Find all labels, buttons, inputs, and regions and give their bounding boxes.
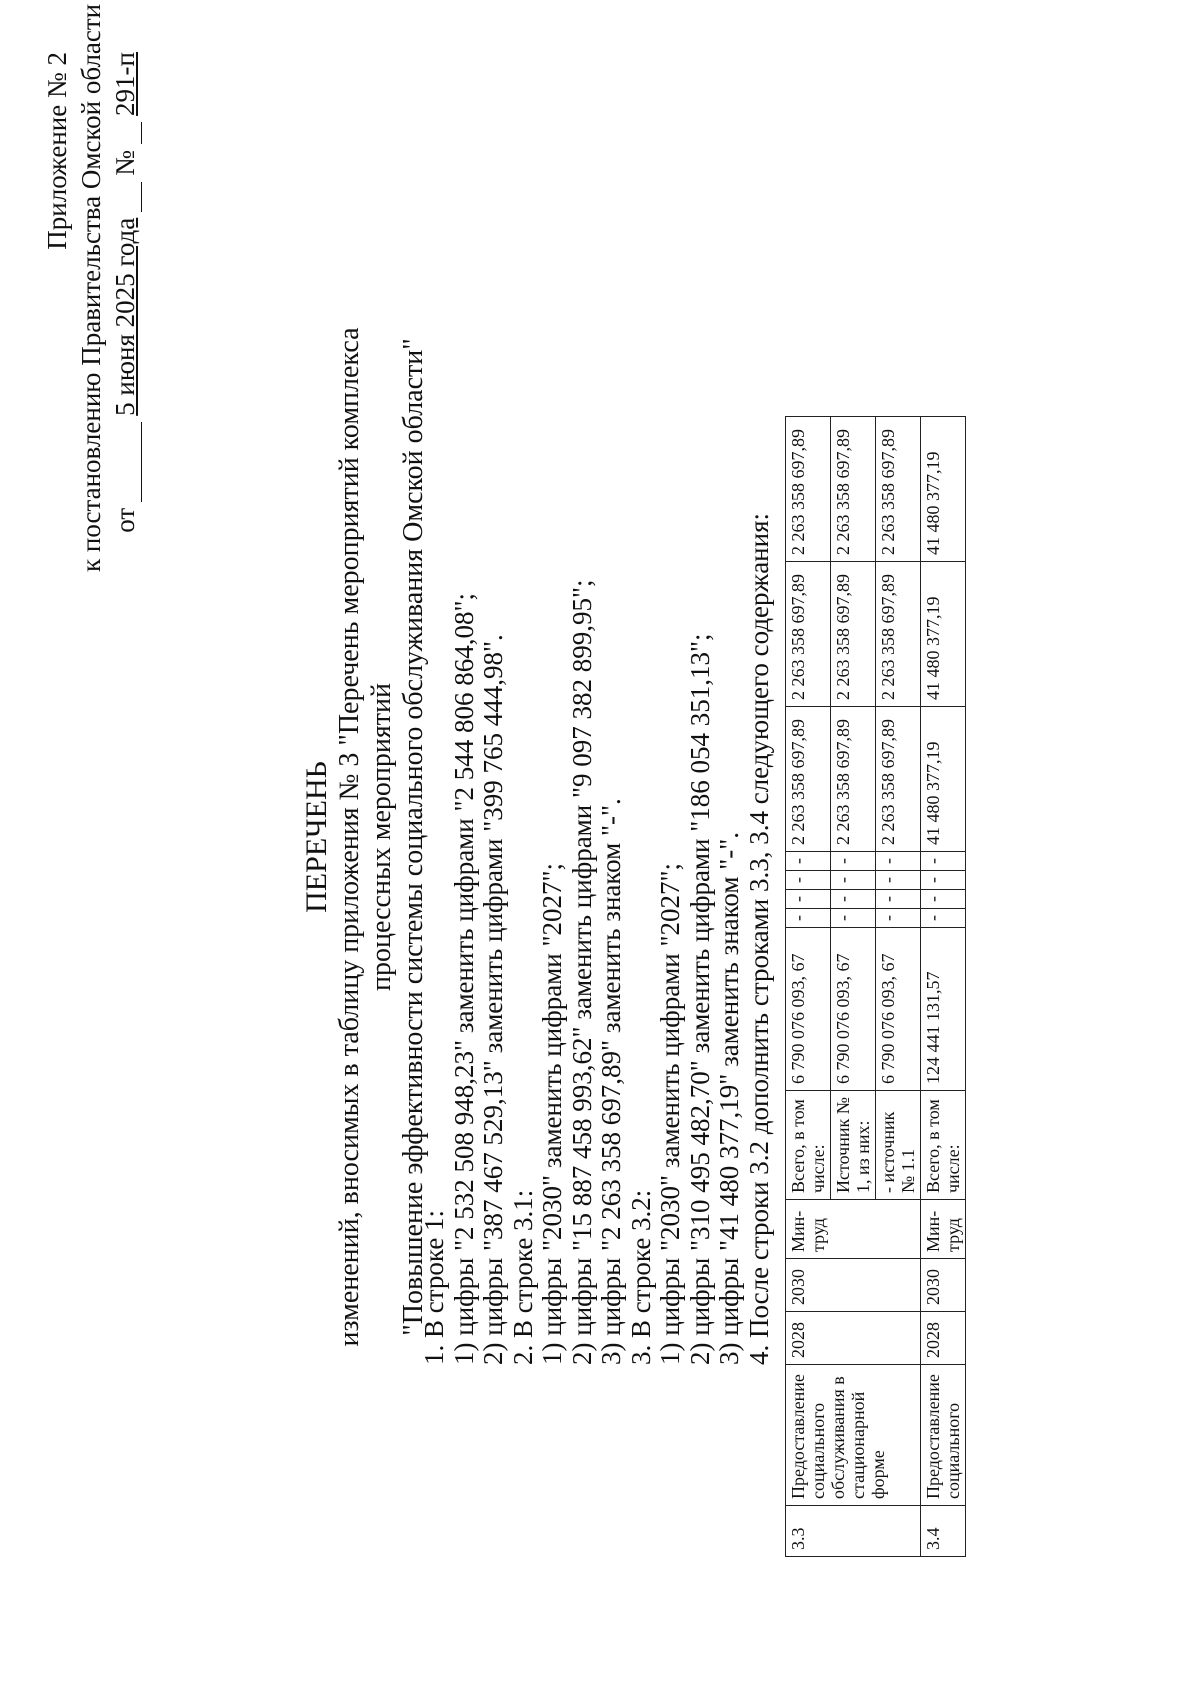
dash-cell: -: [921, 871, 966, 890]
executor: Мин-труд: [786, 1200, 921, 1259]
measure-name: Предоставление социального: [921, 1365, 966, 1506]
start-year: 2028: [786, 1312, 921, 1365]
row-number: 3.3: [786, 1506, 921, 1557]
dash-cell: -: [786, 871, 831, 890]
year-value: 41 480 377,19: [921, 417, 966, 562]
dash-cell: -: [786, 852, 831, 871]
decree-number: 291-п: [110, 52, 140, 116]
start-year: 2028: [921, 1312, 966, 1365]
dash-cell: -: [786, 909, 831, 928]
year-value: 2 263 358 697,89: [876, 707, 921, 852]
end-year: 2030: [786, 1259, 921, 1312]
title-line3: "Повышение эффективности системы социального обслуживания Омской области": [398, 338, 429, 1336]
changes-list: [420, 65, 774, 1365]
title-line2: изменений, вносимых в таблицу приложения № 3 "Перечень мероприятий комплекса процессных мероприятий: [334, 327, 397, 1347]
change-item: 1) цифры "2 532 508 948,23" заменить цифрами "2 544 806 864,08";: [448, 592, 479, 1365]
year-value: 41 480 377,19: [921, 707, 966, 852]
change-item: 3) цифры "41 480 377,19" заменить знаком "-".: [714, 832, 744, 1365]
dash-cell: -: [831, 909, 876, 928]
number-label: №: [110, 149, 140, 176]
total-value: 6 790 076 093, 67: [876, 928, 921, 1091]
funding-source: Источник № 1, из них:: [831, 1091, 876, 1200]
change-item: 3. В строке 3.2:: [625, 1189, 656, 1365]
funding-source: - источник № 1.1: [876, 1091, 921, 1200]
change-item: 2) цифры "387 467 529,13" заменить цифрами "399 765 444,98".: [478, 634, 508, 1365]
from-label: от: [110, 507, 140, 533]
year-value: 2 263 358 697,89: [831, 562, 876, 707]
decree-date: 5 июня 2025 года: [110, 217, 140, 416]
change-item: 4. После строки 3.2 дополнить строками 3.3, 3.4 следующего содержания:: [743, 512, 774, 1365]
appendix-number: Приложение № 2: [42, 52, 72, 250]
dash-cell: -: [831, 871, 876, 890]
change-item: 3) цифры "2 263 358 697,89" заменить знаком "-".: [596, 798, 626, 1365]
year-value: 2 263 358 697,89: [876, 562, 921, 707]
dash-cell: -: [921, 890, 966, 909]
change-item: 1) цифры "2030" заменить цифрами "2027";: [537, 862, 567, 1365]
dash-cell: -: [876, 890, 921, 909]
year-value: 41 480 377,19: [921, 562, 966, 707]
executor: Мин-труд: [921, 1200, 966, 1259]
dash-cell: -: [786, 890, 831, 909]
funding-source: Всего, в том числе:: [921, 1091, 966, 1200]
change-item: 2) цифры "310 495 482,70" заменить цифрами "186 054 351,13";: [684, 633, 715, 1365]
dash-cell: -: [921, 852, 966, 871]
change-item: 2) цифры "15 887 458 993,62" заменить цифрами "9 097 382 899,95";: [566, 579, 597, 1365]
dash-cell: -: [831, 890, 876, 909]
appendix-decree: к постановлению Правительства Омской области: [76, 3, 106, 572]
year-value: 2 263 358 697,89: [786, 562, 831, 707]
table-row: [786, 417, 831, 1557]
appendix-date-line: [108, 52, 142, 572]
measures-table: [785, 416, 966, 1557]
year-value: 2 263 358 697,89: [876, 417, 921, 562]
year-value: 2 263 358 697,89: [831, 417, 876, 562]
change-item: 2. В строке 3.1:: [507, 1189, 538, 1365]
dash-cell: -: [876, 909, 921, 928]
total-value: 6 790 076 093, 67: [831, 928, 876, 1091]
change-item: 1) цифры "2030" заменить цифрами "2027";: [655, 862, 685, 1365]
funding-source: Всего, в том числе:: [786, 1091, 831, 1200]
row-number: 3.4: [921, 1506, 966, 1557]
total-value: 124 441 131,57: [921, 928, 966, 1091]
end-year: 2030: [921, 1259, 966, 1312]
total-value: 6 790 076 093, 67: [786, 928, 831, 1091]
dash-cell: -: [876, 852, 921, 871]
table-row: [921, 417, 966, 1557]
dash-cell: -: [921, 909, 966, 928]
document-title: [300, 307, 430, 1367]
appendix-header: [40, 3, 142, 572]
change-item: 1. В строке 1:: [419, 1209, 449, 1365]
measure-name: Предоставление социального обслуживания в стационарной форме: [786, 1365, 921, 1506]
title-heading: ПЕРЕЧЕНЬ: [300, 761, 333, 913]
year-value: 2 263 358 697,89: [786, 417, 831, 562]
dash-cell: -: [831, 852, 876, 871]
year-value: 2 263 358 697,89: [831, 707, 876, 852]
year-value: 2 263 358 697,89: [786, 707, 831, 852]
dash-cell: -: [876, 871, 921, 890]
